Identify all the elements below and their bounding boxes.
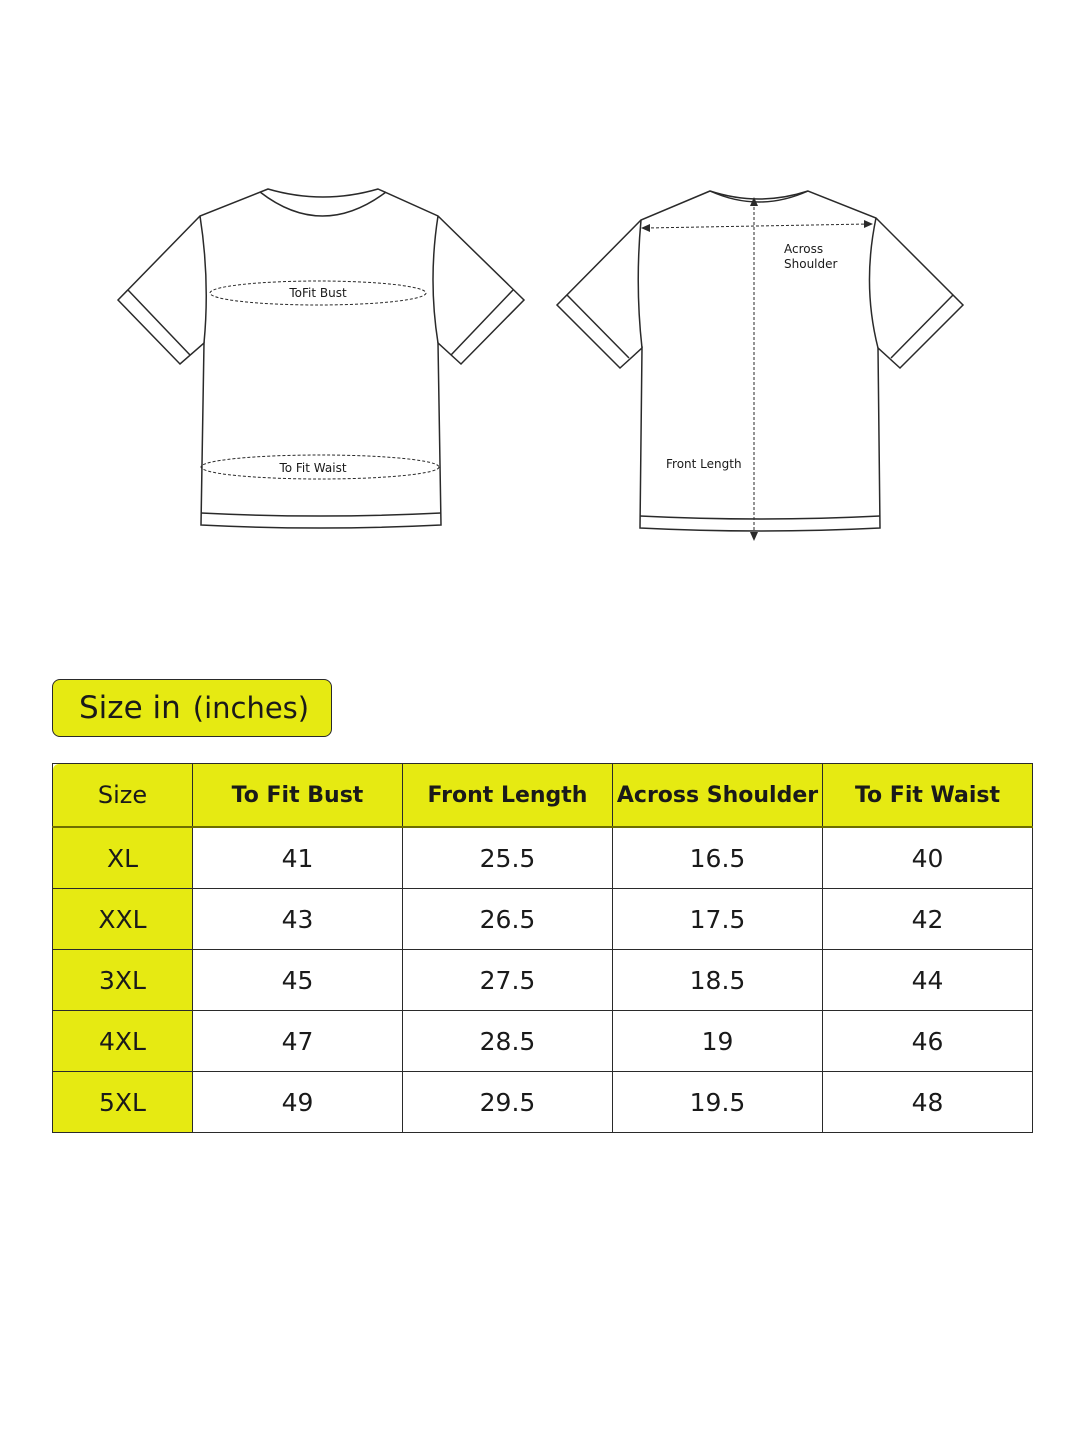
front-length-cell: 29.5 <box>403 1072 613 1133</box>
back-sleeve-right-hem <box>891 295 953 358</box>
size-chart-table <box>52 763 1033 1133</box>
waist-cell: 40 <box>823 827 1033 889</box>
back-hem-line <box>640 516 880 519</box>
waist-cell: 42 <box>823 889 1033 950</box>
bust-cell: 49 <box>193 1072 403 1133</box>
waist-cell: 46 <box>823 1011 1033 1072</box>
front-armhole-right <box>433 216 438 343</box>
front-length-cell: 25.5 <box>403 827 613 889</box>
front-sleeve-right-hem <box>451 290 513 355</box>
bust-cell: 45 <box>193 950 403 1011</box>
front-tshirt <box>118 189 524 528</box>
front-armhole-left <box>200 216 206 343</box>
table-row <box>53 827 1033 889</box>
size-cell: XXL <box>53 889 193 950</box>
front-length-cell: 26.5 <box>403 889 613 950</box>
back-tshirt <box>557 191 963 536</box>
across-shoulder-cell: 18.5 <box>613 950 823 1011</box>
size-cell: 3XL <box>53 950 193 1011</box>
across-shoulder-label-line1: Across <box>784 242 824 256</box>
waist-label: To Fit Waist <box>279 461 347 475</box>
bust-cell: 47 <box>193 1011 403 1072</box>
back-collar <box>710 191 808 202</box>
across-shoulder-cell: 17.5 <box>613 889 823 950</box>
front-hem-line <box>201 513 441 516</box>
arrow-heads <box>641 197 873 541</box>
front-length-cell: 27.5 <box>403 950 613 1011</box>
back-body-outline <box>557 191 963 531</box>
across-shoulder-cell: 19.5 <box>613 1072 823 1133</box>
table-row <box>53 1011 1033 1072</box>
header-to-fit-waist: To Fit Waist <box>823 764 1033 828</box>
size-cell: 5XL <box>53 1072 193 1133</box>
front-collar <box>260 192 386 216</box>
table-row <box>53 1072 1033 1133</box>
header-front-length: Front Length <box>403 764 613 828</box>
size-unit-label: Size in <box>79 690 181 726</box>
waist-cell: 44 <box>823 950 1033 1011</box>
front-length-cell: 28.5 <box>403 1011 613 1072</box>
size-unit-value: (inches) <box>192 691 310 725</box>
back-armhole-right <box>869 218 878 348</box>
waist-cell: 48 <box>823 1072 1033 1133</box>
across-shoulder-cell: 19 <box>613 1011 823 1072</box>
front-body-outline <box>118 189 524 528</box>
back-sleeve-left-hem <box>567 295 629 358</box>
shoulder-arrow-right-head <box>864 220 873 228</box>
size-cell: 4XL <box>53 1011 193 1072</box>
table-row <box>53 950 1033 1011</box>
back-armhole-left <box>638 220 642 348</box>
size-unit-badge <box>52 679 332 737</box>
bust-cell: 41 <box>193 827 403 889</box>
front-length-label: Front Length <box>666 457 742 471</box>
header-to-fit-bust: To Fit Bust <box>193 764 403 828</box>
table-row <box>53 889 1033 950</box>
bust-cell: 43 <box>193 889 403 950</box>
front-sleeve-left-hem <box>128 290 190 355</box>
diagram-svg <box>0 0 1080 600</box>
across-shoulder-label-line2: Shoulder <box>784 257 838 271</box>
length-arrow-bottom-head <box>750 532 758 541</box>
table-header-row <box>53 764 1033 828</box>
bust-label: ToFit Bust <box>289 286 347 300</box>
across-shoulder-arrow-line <box>646 224 868 228</box>
across-shoulder-cell: 16.5 <box>613 827 823 889</box>
size-cell: XL <box>53 827 193 889</box>
shoulder-arrow-left-head <box>641 224 650 232</box>
header-across-shoulder: Across Shoulder <box>613 764 823 828</box>
tshirt-diagram <box>0 0 1080 600</box>
header-size: Size <box>53 764 193 828</box>
